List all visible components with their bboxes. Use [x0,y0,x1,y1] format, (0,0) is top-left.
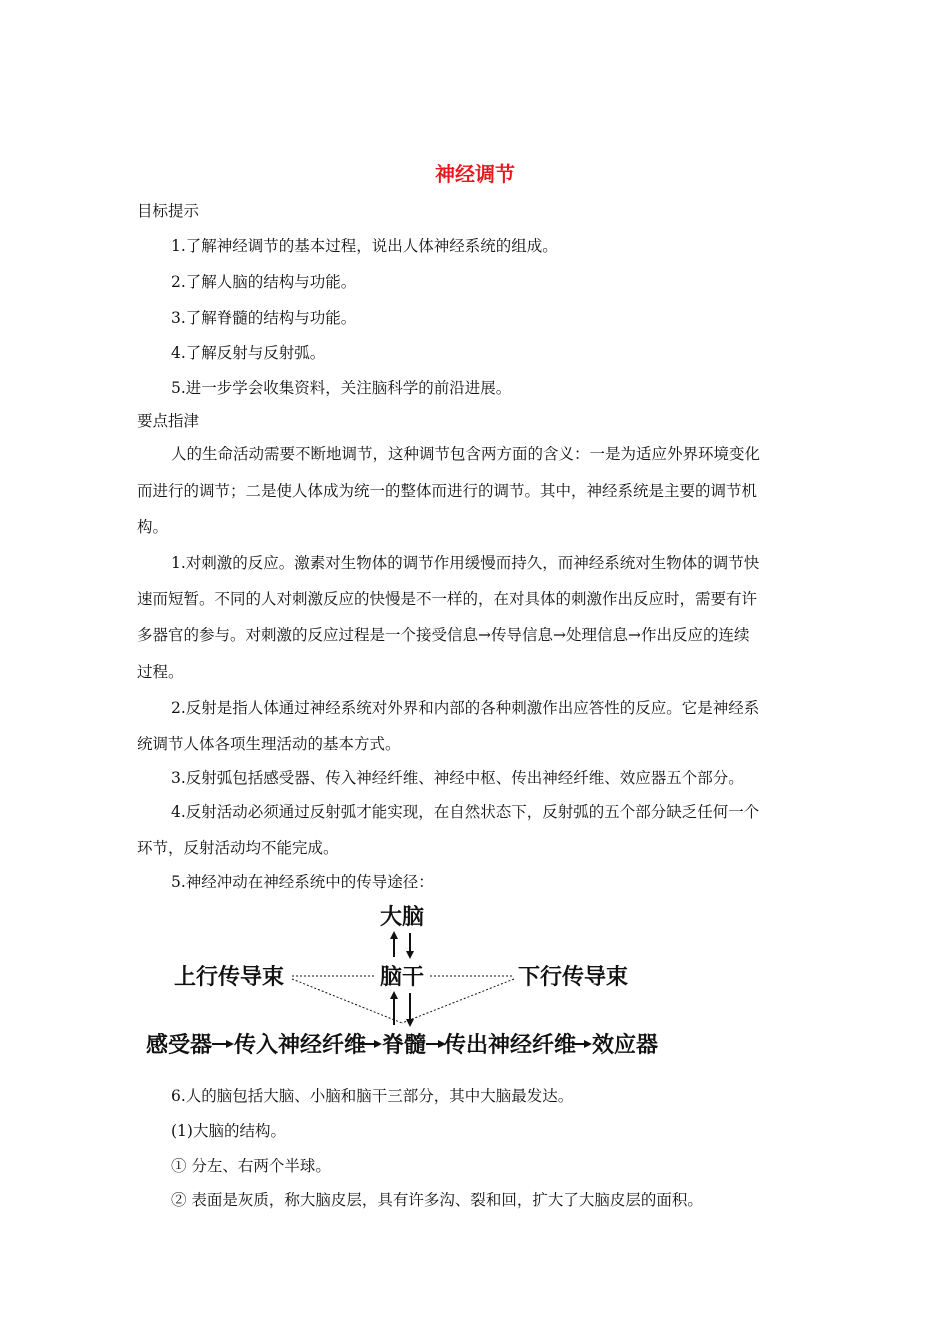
goal-item: 2.了解人脑的结构与功能。 [171,273,357,291]
descending-tract-label: 下行传导束 [518,965,629,990]
goals-heading: 目标提示 [137,202,200,220]
paragraph-line: 统调节人体各项生理活动的基本方式。 [137,735,401,753]
page-title: 神经调节 [435,162,515,186]
paragraph-line: 人的生命活动需要不断地调节，这种调节包含两方面的含义：一是为适应外界环境变化 [171,445,761,463]
paragraph-line: 环节，反射活动均不能完成。 [137,839,339,857]
receptor-label: 感受器 [146,1033,213,1058]
paragraph-line: 4.反射活动必须通过反射弧才能实现，在自然状态下，反射弧的五个部分缺乏任何一个 [171,803,760,821]
paragraph-line: 过程。 [137,663,184,681]
paragraph-line: 2.反射是指人体通过神经系统对外界和内部的各种刺激作出应答性的反应。它是神经系 [171,699,760,717]
spinal-cord-label: 脊髓 [382,1033,427,1058]
paragraph-line: 6.人的脑包括大脑、小脑和脑干三部分，其中大脑最发达。 [171,1087,574,1105]
ascending-tract-label: 上行传导束 [174,965,285,990]
paragraph-line: 5.神经冲动在神经系统中的传导途径： [171,873,434,891]
efferent-fiber-label: 传出神经纤维 [444,1033,577,1058]
paragraph-line: 1.对刺激的反应。激素对生物体的调节作用缓慢而持久，而神经系统对生物体的调节快 [171,554,760,572]
paragraph-line: (1)大脑的结构。 [171,1122,286,1140]
paragraph-line: 而进行的调节；二是使人体成为统一的整体而进行的调节。其中，神经系统是主要的调节机 [137,482,758,500]
brain-label: 大脑 [379,905,425,930]
goal-item: 1.了解神经调节的基本过程，说出人体神经系统的组成。 [171,237,558,255]
keypoints-heading: 要点指津 [137,412,200,430]
nerve-pathway-diagram [140,895,680,1065]
paragraph-line: 3.反射弧包括感受器、传入神经纤维、神经中枢、传出神经纤维、效应器五个部分。 [171,769,744,787]
goal-item: 4.了解反射与反射弧。 [171,344,326,362]
goal-item: 3.了解脊髓的结构与功能。 [171,309,357,327]
brainstem-label: 脑干 [379,965,425,990]
paragraph-line: ① 分左、右两个半球。 [171,1157,331,1175]
afferent-fiber-label: 传入神经纤维 [234,1033,367,1058]
effector-label: 效应器 [592,1033,659,1058]
paragraph-line: 构。 [137,518,169,536]
paragraph-line: ② 表面是灰质，称大脑皮层，具有许多沟、裂和回，扩大了大脑皮层的面积。 [171,1191,703,1209]
paragraph-line: 速而短暂。不同的人对刺激反应的快慢是不一样的，在对具体的刺激作出反应时，需要有许 [137,590,758,608]
paragraph-line: 多器官的参与。对刺激的反应过程是一个接受信息→传导信息→处理信息→作出反应的连续 [137,626,750,644]
goal-item: 5.进一步学会收集资料，关注脑科学的前沿进展。 [171,379,512,397]
